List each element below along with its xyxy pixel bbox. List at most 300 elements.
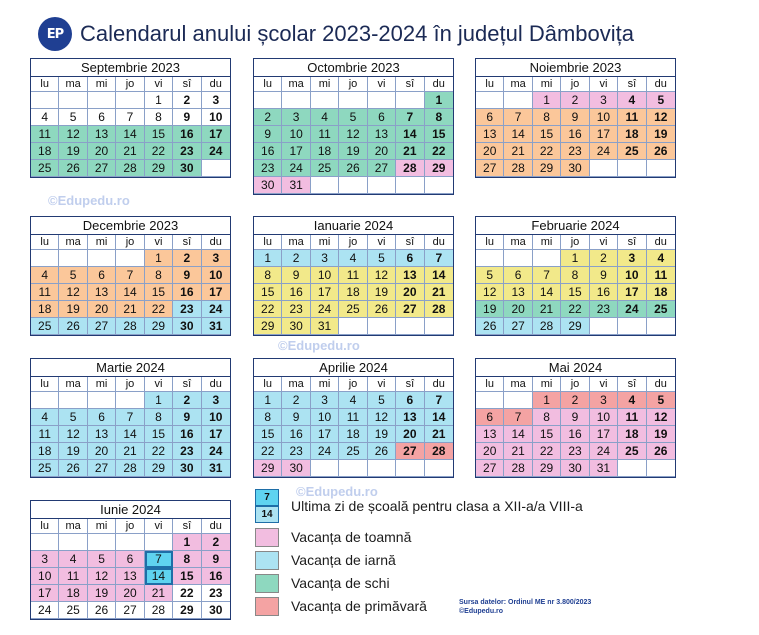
empty-cell	[396, 318, 424, 335]
day-cell: 23	[282, 443, 310, 460]
day-cell: 22	[254, 301, 282, 318]
empty-cell	[311, 92, 339, 109]
weekday-header: du	[202, 377, 230, 392]
day-cell: 18	[311, 143, 339, 160]
day-cell: 14	[116, 126, 144, 143]
empty-cell	[59, 250, 87, 267]
day-cell: 10	[311, 409, 339, 426]
weekday-header: vi	[590, 235, 618, 250]
weekday-header: lu	[31, 519, 59, 534]
day-cell: 29	[145, 318, 173, 335]
day-cell: 19	[59, 443, 87, 460]
weekday-header: vi	[368, 77, 396, 92]
empty-cell	[396, 177, 424, 194]
day-cell: 30	[561, 460, 589, 477]
weekday-header: mi	[88, 377, 116, 392]
weekday-header: vi	[590, 377, 618, 392]
empty-cell	[88, 92, 116, 109]
weekday-header: lu	[254, 77, 282, 92]
weekday-header: mi	[88, 235, 116, 250]
day-cell: 28	[533, 318, 561, 335]
day-cell: 12	[88, 568, 116, 585]
day-cell: 11	[31, 284, 59, 301]
empty-cell	[116, 250, 144, 267]
day-cell: 27	[88, 160, 116, 177]
day-cell: 22	[561, 301, 589, 318]
weekday-header: jo	[116, 377, 144, 392]
day-cell: 15	[145, 126, 173, 143]
month-grid	[31, 519, 230, 619]
day-cell: 10	[618, 267, 646, 284]
day-cell: 8	[533, 109, 561, 126]
day-cell: 16	[282, 426, 310, 443]
day-cell: 12	[647, 409, 675, 426]
day-cell: 27	[476, 460, 504, 477]
day-cell: 20	[88, 443, 116, 460]
day-cell: 18	[59, 585, 87, 602]
day-cell: 21	[425, 284, 453, 301]
weekday-header: jo	[339, 77, 367, 92]
swatch-schi	[255, 574, 279, 593]
day-cell: 21	[116, 143, 144, 160]
day-cell: 3	[202, 250, 230, 267]
day-cell: 25	[618, 143, 646, 160]
weekday-header: ma	[59, 519, 87, 534]
weekday-header: ma	[504, 77, 532, 92]
day-cell: 6	[476, 409, 504, 426]
day-cell: 8	[145, 409, 173, 426]
legend-item-iarna	[255, 549, 635, 571]
day-cell: 15	[254, 426, 282, 443]
day-cell: 10	[590, 109, 618, 126]
day-cell: 24	[590, 443, 618, 460]
day-cell: 10	[31, 568, 59, 585]
day-cell: 18	[31, 143, 59, 160]
weekday-header: ma	[282, 77, 310, 92]
month-7	[253, 358, 454, 478]
day-cell: 16	[173, 284, 201, 301]
day-cell: 5	[368, 392, 396, 409]
weekday-header: mi	[533, 377, 561, 392]
day-cell: 27	[88, 318, 116, 335]
month-grid	[476, 377, 675, 477]
weekday-header: jo	[561, 235, 589, 250]
day-cell: 7	[504, 409, 532, 426]
weekday-header: du	[425, 377, 453, 392]
weekday-header: mi	[88, 519, 116, 534]
weekday-header: sî	[618, 235, 646, 250]
weekday-header: lu	[31, 77, 59, 92]
day-cell: 1	[533, 392, 561, 409]
day-cell: 12	[59, 426, 87, 443]
day-cell: 5	[59, 267, 87, 284]
day-cell: 4	[311, 109, 339, 126]
day-cell: 4	[31, 109, 59, 126]
empty-cell	[31, 534, 59, 551]
day-cell: 17	[311, 284, 339, 301]
day-cell: 10	[282, 126, 310, 143]
day-cell: 28	[116, 160, 144, 177]
weekday-header: du	[647, 235, 675, 250]
day-cell: 30	[173, 460, 201, 477]
day-cell: 6	[396, 250, 424, 267]
day-cell: 20	[476, 443, 504, 460]
empty-cell	[31, 92, 59, 109]
day-cell: 9	[561, 109, 589, 126]
month-title: Ianuarie 2024	[254, 217, 453, 235]
day-cell: 2	[282, 250, 310, 267]
month-2	[475, 58, 676, 178]
weekday-header: sî	[618, 77, 646, 92]
day-cell: 7	[116, 109, 144, 126]
day-cell: 23	[202, 585, 230, 602]
empty-cell	[396, 92, 424, 109]
day-cell: 10	[590, 409, 618, 426]
month-title: Februarie 2024	[476, 217, 675, 235]
day-cell: 24	[590, 143, 618, 160]
day-cell: 4	[618, 392, 646, 409]
legend-item-schi	[255, 572, 635, 594]
empty-cell	[647, 318, 675, 335]
empty-cell	[533, 250, 561, 267]
month-grid	[254, 377, 453, 477]
empty-cell	[476, 92, 504, 109]
day-cell: 6	[88, 409, 116, 426]
weekday-header: lu	[476, 77, 504, 92]
empty-cell	[88, 392, 116, 409]
weekday-header: vi	[368, 377, 396, 392]
day-cell: 24	[202, 301, 230, 318]
weekday-header: sî	[173, 235, 201, 250]
day-cell: 14	[116, 426, 144, 443]
weekday-header: ma	[282, 235, 310, 250]
weekday-header: jo	[561, 377, 589, 392]
day-cell: 29	[425, 160, 453, 177]
empty-cell	[311, 177, 339, 194]
day-cell: 1	[425, 92, 453, 109]
day-cell: 2	[173, 92, 201, 109]
empty-cell	[368, 177, 396, 194]
day-cell: 10	[202, 409, 230, 426]
day-cell: 28	[504, 160, 532, 177]
empty-cell	[282, 92, 310, 109]
day-cell: 12	[368, 267, 396, 284]
day-cell: 14	[533, 284, 561, 301]
day-cell: 20	[88, 301, 116, 318]
legend-label-iarna: Vacanța de iarnă	[291, 552, 396, 568]
day-cell: 7	[116, 409, 144, 426]
month-6	[30, 358, 231, 478]
day-cell: 27	[88, 460, 116, 477]
empty-cell	[88, 250, 116, 267]
day-cell: 15	[533, 126, 561, 143]
day-cell: 9	[282, 409, 310, 426]
weekday-header: mi	[311, 77, 339, 92]
weekday-header: vi	[368, 235, 396, 250]
legend-item-toamna	[255, 526, 635, 548]
day-cell: 25	[339, 443, 367, 460]
day-cell: 27	[368, 160, 396, 177]
month-3	[30, 216, 231, 336]
day-cell: 12	[339, 126, 367, 143]
day-cell: 13	[504, 284, 532, 301]
month-title: Septembrie 2023	[31, 59, 230, 77]
last-day-swatch	[255, 489, 279, 523]
empty-cell	[618, 318, 646, 335]
empty-cell	[396, 460, 424, 477]
day-cell: 27	[476, 160, 504, 177]
day-cell: 15	[254, 284, 282, 301]
day-cell: 19	[368, 426, 396, 443]
weekday-header: ma	[59, 235, 87, 250]
day-cell: 6	[88, 267, 116, 284]
day-cell: 14	[425, 267, 453, 284]
empty-cell	[339, 177, 367, 194]
day-cell: 7	[145, 551, 173, 568]
day-cell: 13	[88, 426, 116, 443]
day-cell: 9	[202, 551, 230, 568]
weekday-header: sî	[173, 377, 201, 392]
day-cell: 30	[561, 160, 589, 177]
day-cell: 5	[339, 109, 367, 126]
day-cell: 23	[590, 301, 618, 318]
day-cell: 12	[368, 409, 396, 426]
weekday-header: du	[647, 77, 675, 92]
day-cell: 15	[145, 284, 173, 301]
day-cell: 8	[145, 267, 173, 284]
day-cell: 25	[31, 160, 59, 177]
day-cell: 1	[145, 92, 173, 109]
weekday-header: sî	[396, 77, 424, 92]
swatch-primavara	[255, 597, 279, 616]
day-cell: 3	[202, 392, 230, 409]
day-cell: 6	[88, 109, 116, 126]
day-cell: 13	[88, 284, 116, 301]
day-cell: 13	[88, 126, 116, 143]
weekday-header: jo	[116, 235, 144, 250]
watermark-2: ©Edupedu.ro	[278, 338, 360, 353]
day-cell: 8	[533, 409, 561, 426]
day-cell: 22	[533, 443, 561, 460]
day-cell: 23	[173, 301, 201, 318]
day-cell: 22	[173, 585, 201, 602]
month-4	[253, 216, 454, 336]
day-cell: 30	[254, 177, 282, 194]
weekday-header: mi	[311, 377, 339, 392]
empty-cell	[368, 92, 396, 109]
weekday-header: vi	[590, 77, 618, 92]
day-cell: 26	[647, 143, 675, 160]
weekday-header: mi	[533, 77, 561, 92]
day-cell: 1	[254, 250, 282, 267]
empty-cell	[504, 392, 532, 409]
day-cell: 12	[59, 284, 87, 301]
day-cell: 4	[59, 551, 87, 568]
day-cell: 17	[202, 284, 230, 301]
day-cell: 24	[202, 443, 230, 460]
day-cell: 8	[425, 109, 453, 126]
day-cell: 5	[88, 551, 116, 568]
day-cell: 29	[561, 318, 589, 335]
day-cell: 8	[254, 409, 282, 426]
day-cell: 14	[504, 426, 532, 443]
empty-cell	[476, 250, 504, 267]
weekday-header: ma	[504, 235, 532, 250]
day-cell: 1	[254, 392, 282, 409]
empty-cell	[88, 534, 116, 551]
day-cell: 21	[116, 301, 144, 318]
day-cell: 30	[282, 318, 310, 335]
day-cell: 19	[88, 585, 116, 602]
empty-cell	[504, 92, 532, 109]
weekday-header: jo	[339, 377, 367, 392]
day-cell: 16	[202, 568, 230, 585]
day-cell: 28	[425, 301, 453, 318]
day-cell: 27	[396, 443, 424, 460]
day-cell: 2	[202, 534, 230, 551]
day-cell: 17	[202, 126, 230, 143]
empty-cell	[339, 318, 367, 335]
month-9	[30, 500, 231, 620]
day-cell: 18	[618, 126, 646, 143]
edupedu-logo: EP	[38, 17, 72, 51]
day-cell: 10	[311, 267, 339, 284]
day-cell: 3	[311, 392, 339, 409]
day-cell: 31	[202, 460, 230, 477]
day-cell: 16	[282, 284, 310, 301]
empty-cell	[368, 460, 396, 477]
page-title: Calendarul anului școlar 2023-2024 în județul Dâmbovița	[80, 21, 635, 46]
day-cell: 27	[116, 602, 144, 619]
weekday-header: jo	[561, 77, 589, 92]
day-cell: 14	[425, 409, 453, 426]
day-cell: 23	[173, 143, 201, 160]
day-cell: 2	[254, 109, 282, 126]
day-cell: 11	[311, 126, 339, 143]
day-cell: 9	[173, 409, 201, 426]
weekday-header: ma	[59, 77, 87, 92]
day-cell: 11	[59, 568, 87, 585]
day-cell: 28	[116, 460, 144, 477]
day-cell: 20	[116, 585, 144, 602]
weekday-header: du	[647, 377, 675, 392]
day-cell: 12	[647, 109, 675, 126]
empty-cell	[59, 534, 87, 551]
day-cell: 17	[311, 426, 339, 443]
day-cell: 13	[368, 126, 396, 143]
day-cell: 28	[116, 318, 144, 335]
day-cell: 9	[590, 267, 618, 284]
weekday-header: lu	[476, 235, 504, 250]
day-cell: 26	[476, 318, 504, 335]
day-cell: 20	[504, 301, 532, 318]
day-cell: 19	[59, 143, 87, 160]
day-cell: 12	[59, 126, 87, 143]
weekday-header: du	[425, 77, 453, 92]
day-cell: 4	[339, 250, 367, 267]
day-cell: 24	[202, 143, 230, 160]
day-cell: 3	[618, 250, 646, 267]
day-cell: 26	[88, 602, 116, 619]
weekday-header: sî	[618, 377, 646, 392]
day-cell: 14	[396, 126, 424, 143]
day-cell: 2	[590, 250, 618, 267]
empty-cell	[425, 460, 453, 477]
day-cell: 25	[31, 318, 59, 335]
legend-label-toamna: Vacanța de toamnă	[291, 529, 412, 545]
day-cell: 22	[145, 143, 173, 160]
swatch-toamna	[255, 528, 279, 547]
day-cell: 26	[647, 443, 675, 460]
weekday-header: sî	[396, 377, 424, 392]
day-cell: 28	[425, 443, 453, 460]
last-day-number-1: 7	[255, 489, 279, 506]
month-grid	[31, 235, 230, 335]
day-cell: 12	[476, 284, 504, 301]
empty-cell	[618, 460, 646, 477]
empty-cell	[59, 92, 87, 109]
day-cell: 21	[533, 301, 561, 318]
day-cell: 21	[396, 143, 424, 160]
day-cell: 24	[282, 160, 310, 177]
day-cell: 8	[145, 109, 173, 126]
last-day-number-2: 14	[255, 506, 279, 523]
source-note	[459, 598, 591, 616]
day-cell: 8	[173, 551, 201, 568]
day-cell: 4	[618, 92, 646, 109]
day-cell: 23	[254, 160, 282, 177]
weekday-header: vi	[145, 519, 173, 534]
day-cell: 25	[311, 160, 339, 177]
day-cell: 5	[476, 267, 504, 284]
day-cell: 24	[31, 602, 59, 619]
day-cell: 11	[31, 426, 59, 443]
day-cell: 10	[202, 109, 230, 126]
day-cell: 21	[504, 143, 532, 160]
day-cell: 20	[476, 143, 504, 160]
day-cell: 5	[59, 409, 87, 426]
day-cell: 4	[31, 267, 59, 284]
day-cell: 29	[145, 460, 173, 477]
day-cell: 16	[254, 143, 282, 160]
empty-cell	[116, 92, 144, 109]
day-cell: 29	[254, 318, 282, 335]
day-cell: 22	[425, 143, 453, 160]
month-1	[253, 58, 454, 195]
day-cell: 1	[173, 534, 201, 551]
weekday-header: du	[202, 77, 230, 92]
empty-cell	[590, 318, 618, 335]
day-cell: 1	[145, 392, 173, 409]
day-cell: 21	[116, 443, 144, 460]
empty-cell	[504, 250, 532, 267]
day-cell: 25	[59, 602, 87, 619]
day-cell: 23	[561, 443, 589, 460]
day-cell: 11	[618, 409, 646, 426]
day-cell: 19	[59, 301, 87, 318]
day-cell: 30	[282, 460, 310, 477]
day-cell: 9	[561, 409, 589, 426]
empty-cell	[368, 318, 396, 335]
month-title: Octombrie 2023	[254, 59, 453, 77]
day-cell: 1	[145, 250, 173, 267]
day-cell: 7	[425, 250, 453, 267]
day-cell: 18	[339, 426, 367, 443]
day-cell: 3	[202, 92, 230, 109]
day-cell: 24	[311, 443, 339, 460]
weekday-header: vi	[145, 77, 173, 92]
empty-cell	[647, 160, 675, 177]
